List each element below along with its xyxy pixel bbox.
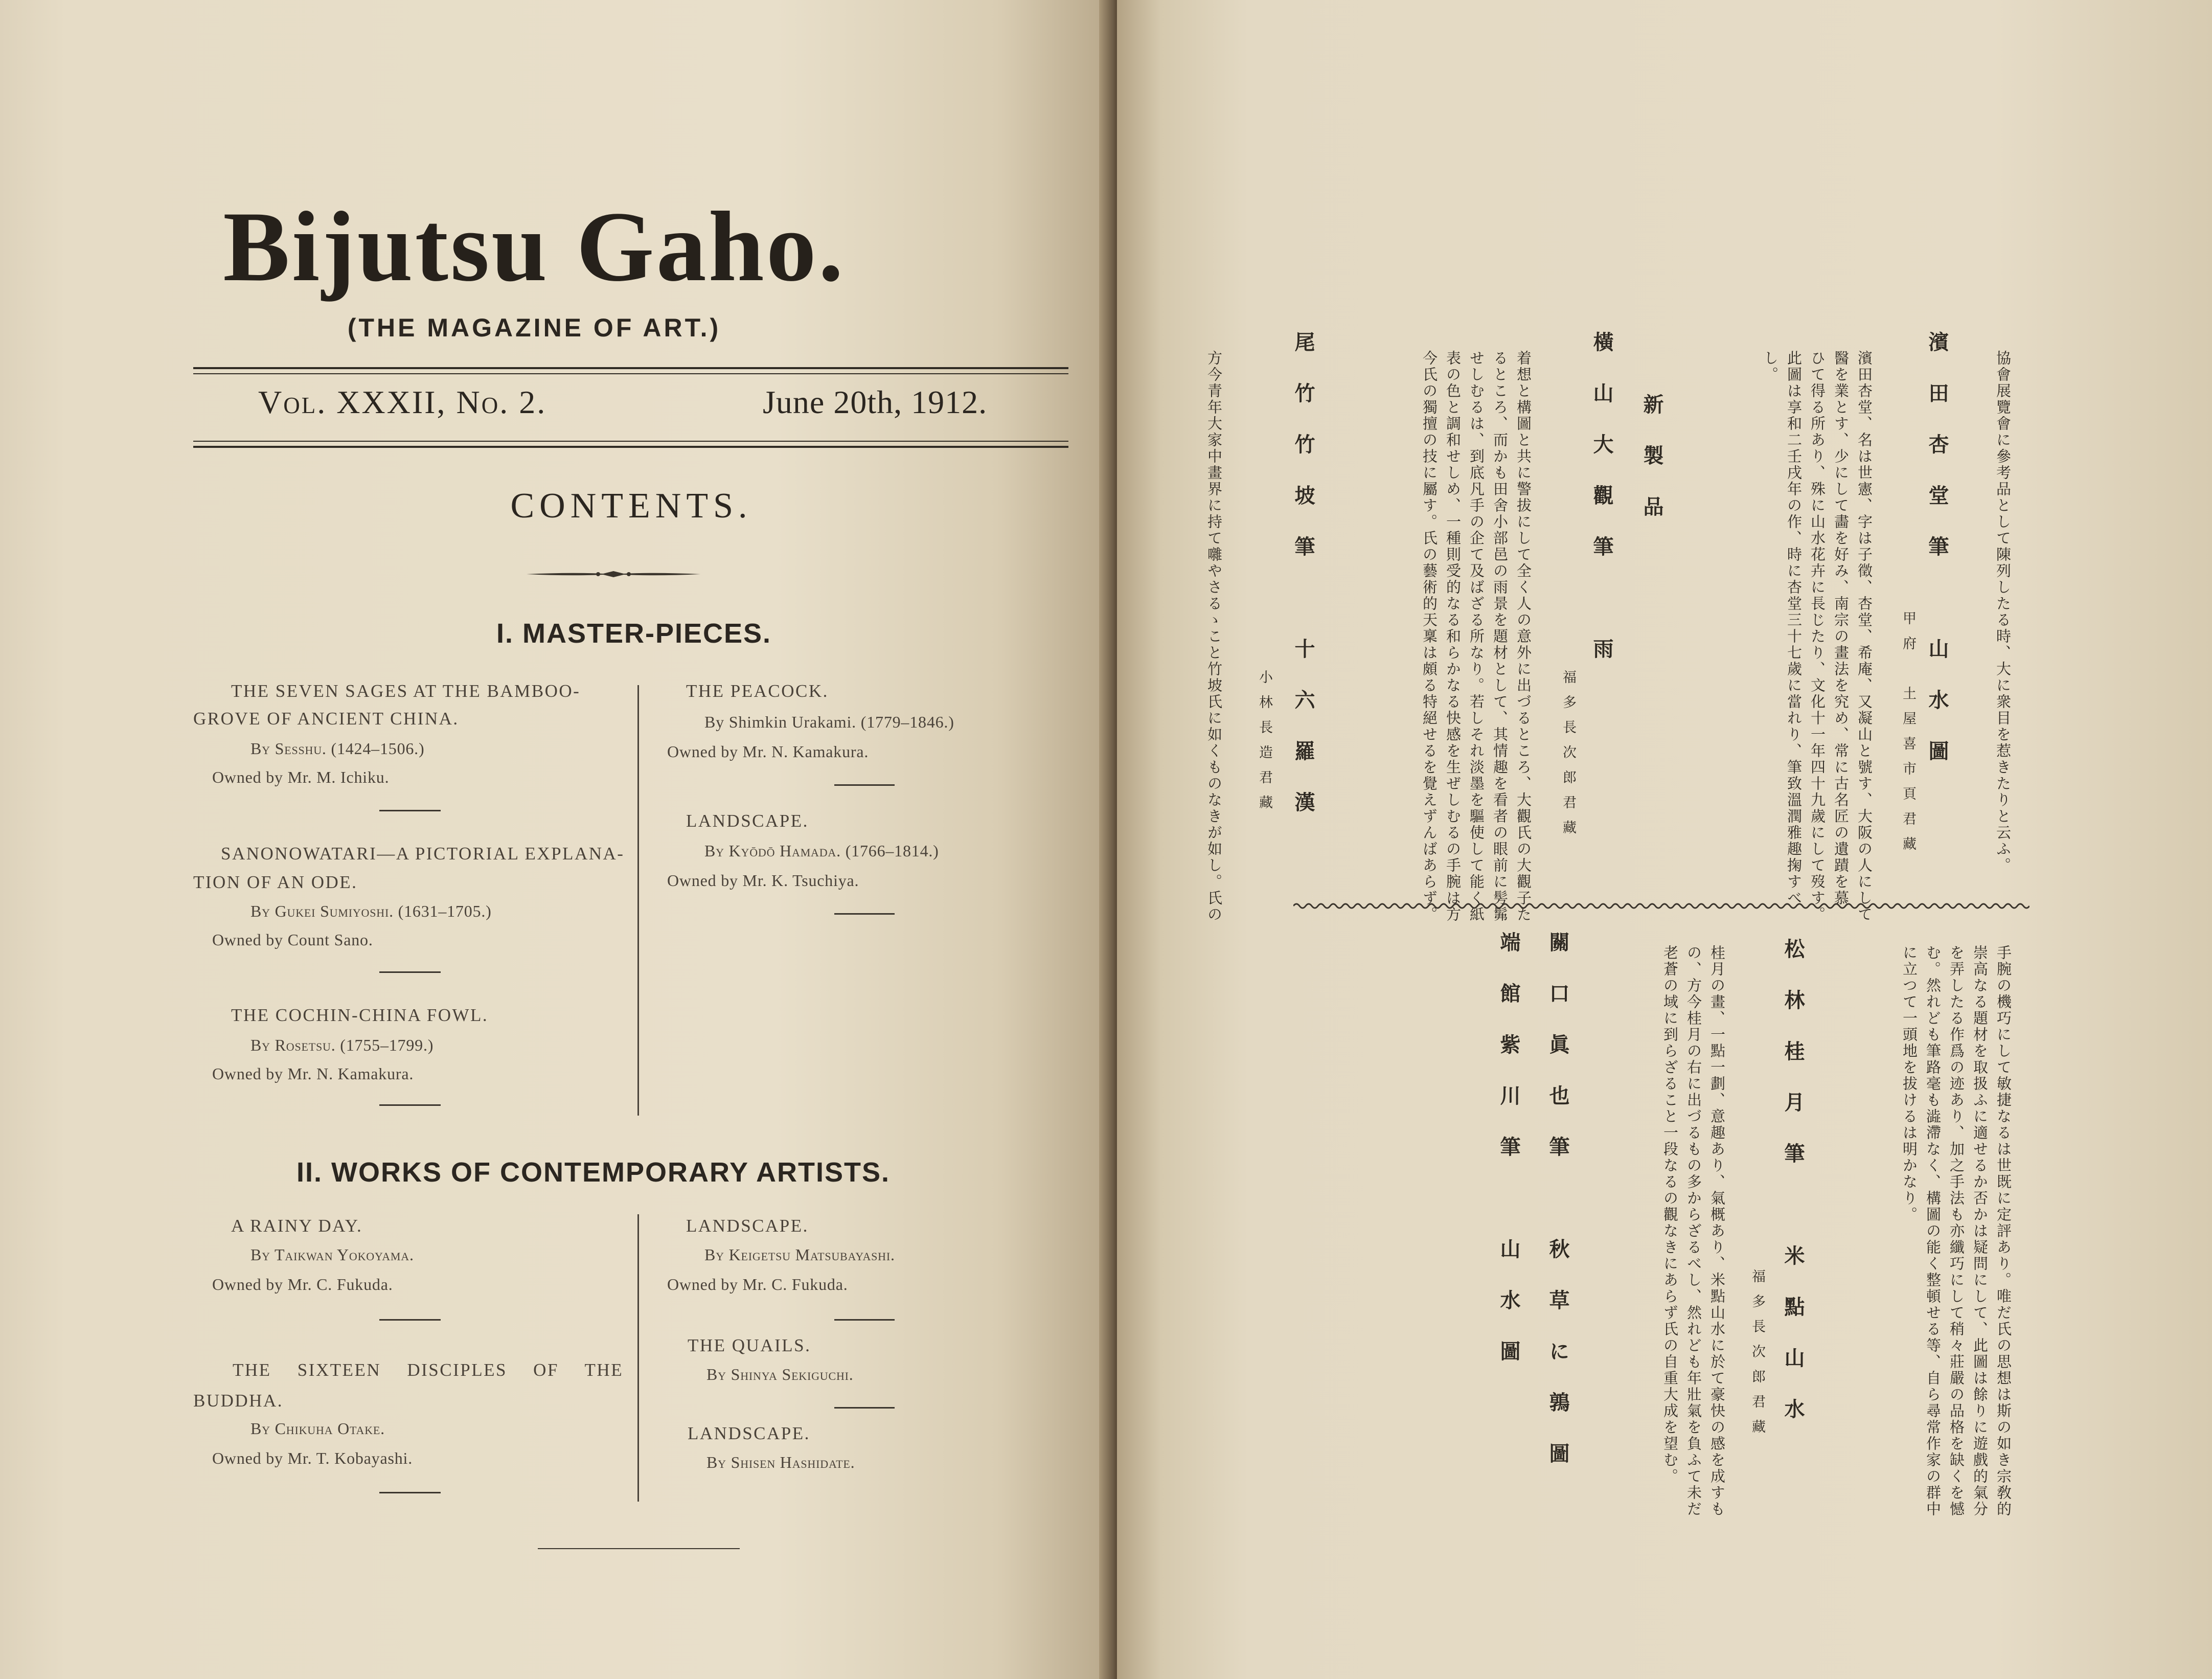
jp-owner-tsuchiya: 甲府 土屋喜市頁君藏 (1900, 611, 1916, 861)
jp-title-otake: 尾竹竹坡筆 十六羅漢 (1291, 331, 1315, 843)
jp-heading-new-works: 新製品 (1640, 394, 1664, 547)
jp-body-yokoyama-1: 着想と構圖と共に警拔にして全く人の意外に出づるところ、大觀氏の大觀子た (1515, 350, 1532, 923)
jp-title-hashidate: 端館紫川筆 山水圖 (1497, 932, 1521, 1392)
section1-heading: I. MASTER-PIECES. (496, 618, 772, 649)
jp-body-hamada-2: 醫を業とす、少にして畵を好み、南宗の畫法を究め、常に古名匠の遺蹟を慕 (1832, 350, 1850, 906)
jp-body-matsubayashi-1: 桂月の畫、一點一劃、意趣あり、氣概あり、米點山水に於て豪快の感を成すも (1708, 945, 1726, 1517)
jp-title-sekiguchi: 關口眞也筆 秋草に鶉圖 (1546, 932, 1570, 1494)
header-rule-bottom (193, 446, 1068, 448)
entry-seven-sages-owner: Owned by Mr. M. Ichiku. (212, 768, 390, 786)
entry-separator (834, 784, 895, 786)
entry-landscape-kyodo-artist: By Kyōdō Hamada. (1766–1814.) (704, 842, 939, 860)
entry-seven-sages-artist: By Sesshu. (1424–1506.) (250, 739, 425, 758)
entry-landscape-shisen-title: LANDSCAPE. (688, 1423, 810, 1443)
jp-body-hamada-1: 濱田杏堂、名は世憲、字は子徵、杏堂、希庵、又凝山と號す、大阪の人にして (1856, 350, 1873, 923)
entry-cochin-fowl-title: THE COCHIN-CHINA FOWL. (231, 1005, 489, 1025)
entry-rainy-day-title: A RAINY DAY. (231, 1216, 363, 1236)
entry-peacock-owner: Owned by Mr. N. Kamakura. (667, 742, 869, 761)
jp-body-yokoyama-3: せしむるは、到底凡手の企て及ばざる所なり。若しそれ淡墨を驅使して能く紙 (1468, 350, 1485, 923)
contents-heading: CONTENTS. (510, 486, 752, 526)
entry-separator (834, 913, 895, 915)
entry-sixteen-disciples-artist: By Chikuha Otake. (250, 1419, 385, 1438)
entry-seven-sages-title-cont: GROVE OF ANCIENT CHINA. (193, 709, 459, 729)
entry-landscape-keigetsu-owner: Owned by Mr. C. Fukuda. (667, 1275, 848, 1294)
jp-body-matsubayashi-3: 老蒼の域に到らざること一段なるの觀なきにあらず氏の自重大成を望む。 (1661, 945, 1679, 1485)
entry-seven-sages-title: THE SEVEN SAGES AT THE BAMBOO- (231, 681, 581, 701)
right-page (1117, 0, 2212, 1679)
jp-title-yokoyama: 橫山大觀筆 雨 (1590, 331, 1614, 689)
jp-owner-kobayashi: 小林長造君藏 (1257, 670, 1272, 820)
jp-body-matsubayashi-2: の、方今桂月の右に出づるもの多からざるべし、然れども年壯氣を負ふて未だ (1685, 945, 1702, 1517)
jp-owner-fukuda-2: 福多長次郎君藏 (1749, 1269, 1765, 1444)
entry-landscape-kyodo-owner: Owned by Mr. K. Tsuchiya. (667, 871, 859, 890)
entry-quails-title: THE QUAILS. (688, 1335, 811, 1355)
jp-owner-fukuda-1: 福多長次郎君藏 (1560, 670, 1576, 845)
jp-body-hamada-5: し。 (1762, 350, 1779, 383)
volume-number: Vol. XXXII, No. 2. (258, 384, 547, 420)
entry-rainy-day-owner: Owned by Mr. C. Fukuda. (212, 1275, 393, 1294)
entry-separator (379, 810, 441, 811)
entry-separator (834, 1319, 895, 1321)
issue-date: June 20th, 1912. (763, 384, 988, 420)
jp-body-otake-cont-2: 崇高なる題材を取扱ふに適せるか否かは疑問にして、此圖は餘りに遊戲的氣分 (1971, 945, 1989, 1517)
jp-col-exhibition-note: 協會展覽會に參考品として陳列したる時、大に衆目を惹きたりと云ふ。 (1994, 350, 2012, 874)
entry-separator (379, 971, 441, 973)
entry-landscape-shisen-artist: By Shisen Hashidate. (706, 1453, 855, 1471)
entry-separator (379, 1319, 441, 1321)
jp-title-hamada: 濱田杏堂筆 山水圖 (1925, 331, 1949, 791)
entry-sixteen-disciples-owner: Owned by Mr. T. Kobayashi. (212, 1449, 413, 1467)
masthead-subtitle: (THE MAGAZINE OF ART.) (347, 313, 721, 342)
jp-body-yokoyama-5: 今氏の獨擅の技に屬す。氏の藝術的天稟は頗る特絕せるを覺えずんばあらず。 (1421, 350, 1438, 923)
header-rule-top (193, 367, 1068, 369)
jp-body-otake-1: 方今青年大家中畫界に持て囃やさるゝこと竹坡氏に如くものなきが如し。氏の (1205, 350, 1223, 923)
jp-body-otake-cont-3: を弄したる作爲の迹あり、加之手法も亦纖巧にして稍々莊嚴の品格を缺くを憾 (1948, 945, 1965, 1517)
entry-sanonowatari-title-cont: TION OF AN ODE. (193, 872, 358, 892)
page-end-rule (538, 1548, 740, 1549)
jp-body-otake-cont-4: む。然れども筆路毫も澁滯なく、構圖の能く整頓せる等、自ら尋常作家の群中 (1924, 945, 1942, 1517)
entry-sanonowatari-title: SANONOWATARI—A PICTORIAL EXPLANA- (221, 844, 625, 864)
section2-heading: II. WORKS OF CONTEMPORARY ARTISTS. (297, 1157, 891, 1188)
entry-separator (379, 1104, 441, 1106)
entry-rainy-day-artist: By Taikwan Yokoyama. (250, 1245, 414, 1264)
jp-body-hamada-4: 此圖は享和二壬戌年の作、時に杏堂三十七歲に當れり、筆致溫潤雅趣掬すべ (1785, 350, 1803, 906)
jp-title-matsubayashi: 松林桂月筆 米點山水 (1781, 938, 1805, 1449)
section1-column-divider (637, 685, 639, 1116)
entry-sanonowatari-artist: By Gukei Sumiyoshi. (1631–1705.) (250, 902, 492, 920)
entry-quails-artist: By Shinya Sekiguchi. (706, 1365, 854, 1383)
header-rule-top-thin (193, 373, 1068, 374)
jp-body-otake-cont-5: に立つて一頭地を拔けるは明かなり。 (1901, 945, 1918, 1223)
jp-body-yokoyama-2: るところ、而かも田舍小部邑の雨景を題材として、其情趣を看者の眼前に髣髴 (1491, 350, 1509, 923)
header-rule-bottom-thin (193, 441, 1068, 442)
entry-peacock-artist: By Shimkin Urakami. (1779–1846.) (704, 713, 954, 731)
section2-column-divider (637, 1214, 639, 1502)
masthead-title: Bijutsu Gaho. (223, 191, 846, 302)
entry-separator (379, 1492, 441, 1493)
entry-sixteen-disciples-title-cont: BUDDHA. (193, 1391, 283, 1411)
ornament-divider-icon (527, 569, 700, 580)
wavy-divider-icon (1293, 900, 2029, 912)
entry-peacock-title: THE PEACOCK. (686, 681, 829, 701)
entry-separator (834, 1407, 895, 1409)
jp-body-hamada-3: ひて得る所あり、殊に山水花卉に長じたり、文化十一年四十九歲にして歿す。 (1809, 350, 1826, 923)
entry-landscape-keigetsu-artist: By Keigetsu Matsubayashi. (704, 1245, 895, 1264)
jp-body-yokoyama-4: 表の色と調和せしめ、一種則受的なる和らかなる快感を生ぜしむるの手腕は方 (1444, 350, 1462, 923)
entry-cochin-fowl-owner: Owned by Mr. N. Kamakura. (212, 1064, 414, 1083)
entry-sanonowatari-owner: Owned by Count Sano. (212, 931, 373, 949)
jp-body-otake-cont-1: 手腕の機巧にして敏捷なるは世既に定評あり。唯だ氏の思想は斯の如き宗敎的 (1995, 945, 2012, 1517)
entry-sixteen-disciples-title: THE SIXTEEN DISCIPLES OF THE (233, 1360, 624, 1380)
entry-landscape-keigetsu-title: LANDSCAPE. (686, 1216, 809, 1236)
entry-landscape-kyodo-title: LANDSCAPE. (686, 811, 809, 831)
entry-cochin-fowl-artist: By Rosetsu. (1755–1799.) (250, 1036, 434, 1054)
